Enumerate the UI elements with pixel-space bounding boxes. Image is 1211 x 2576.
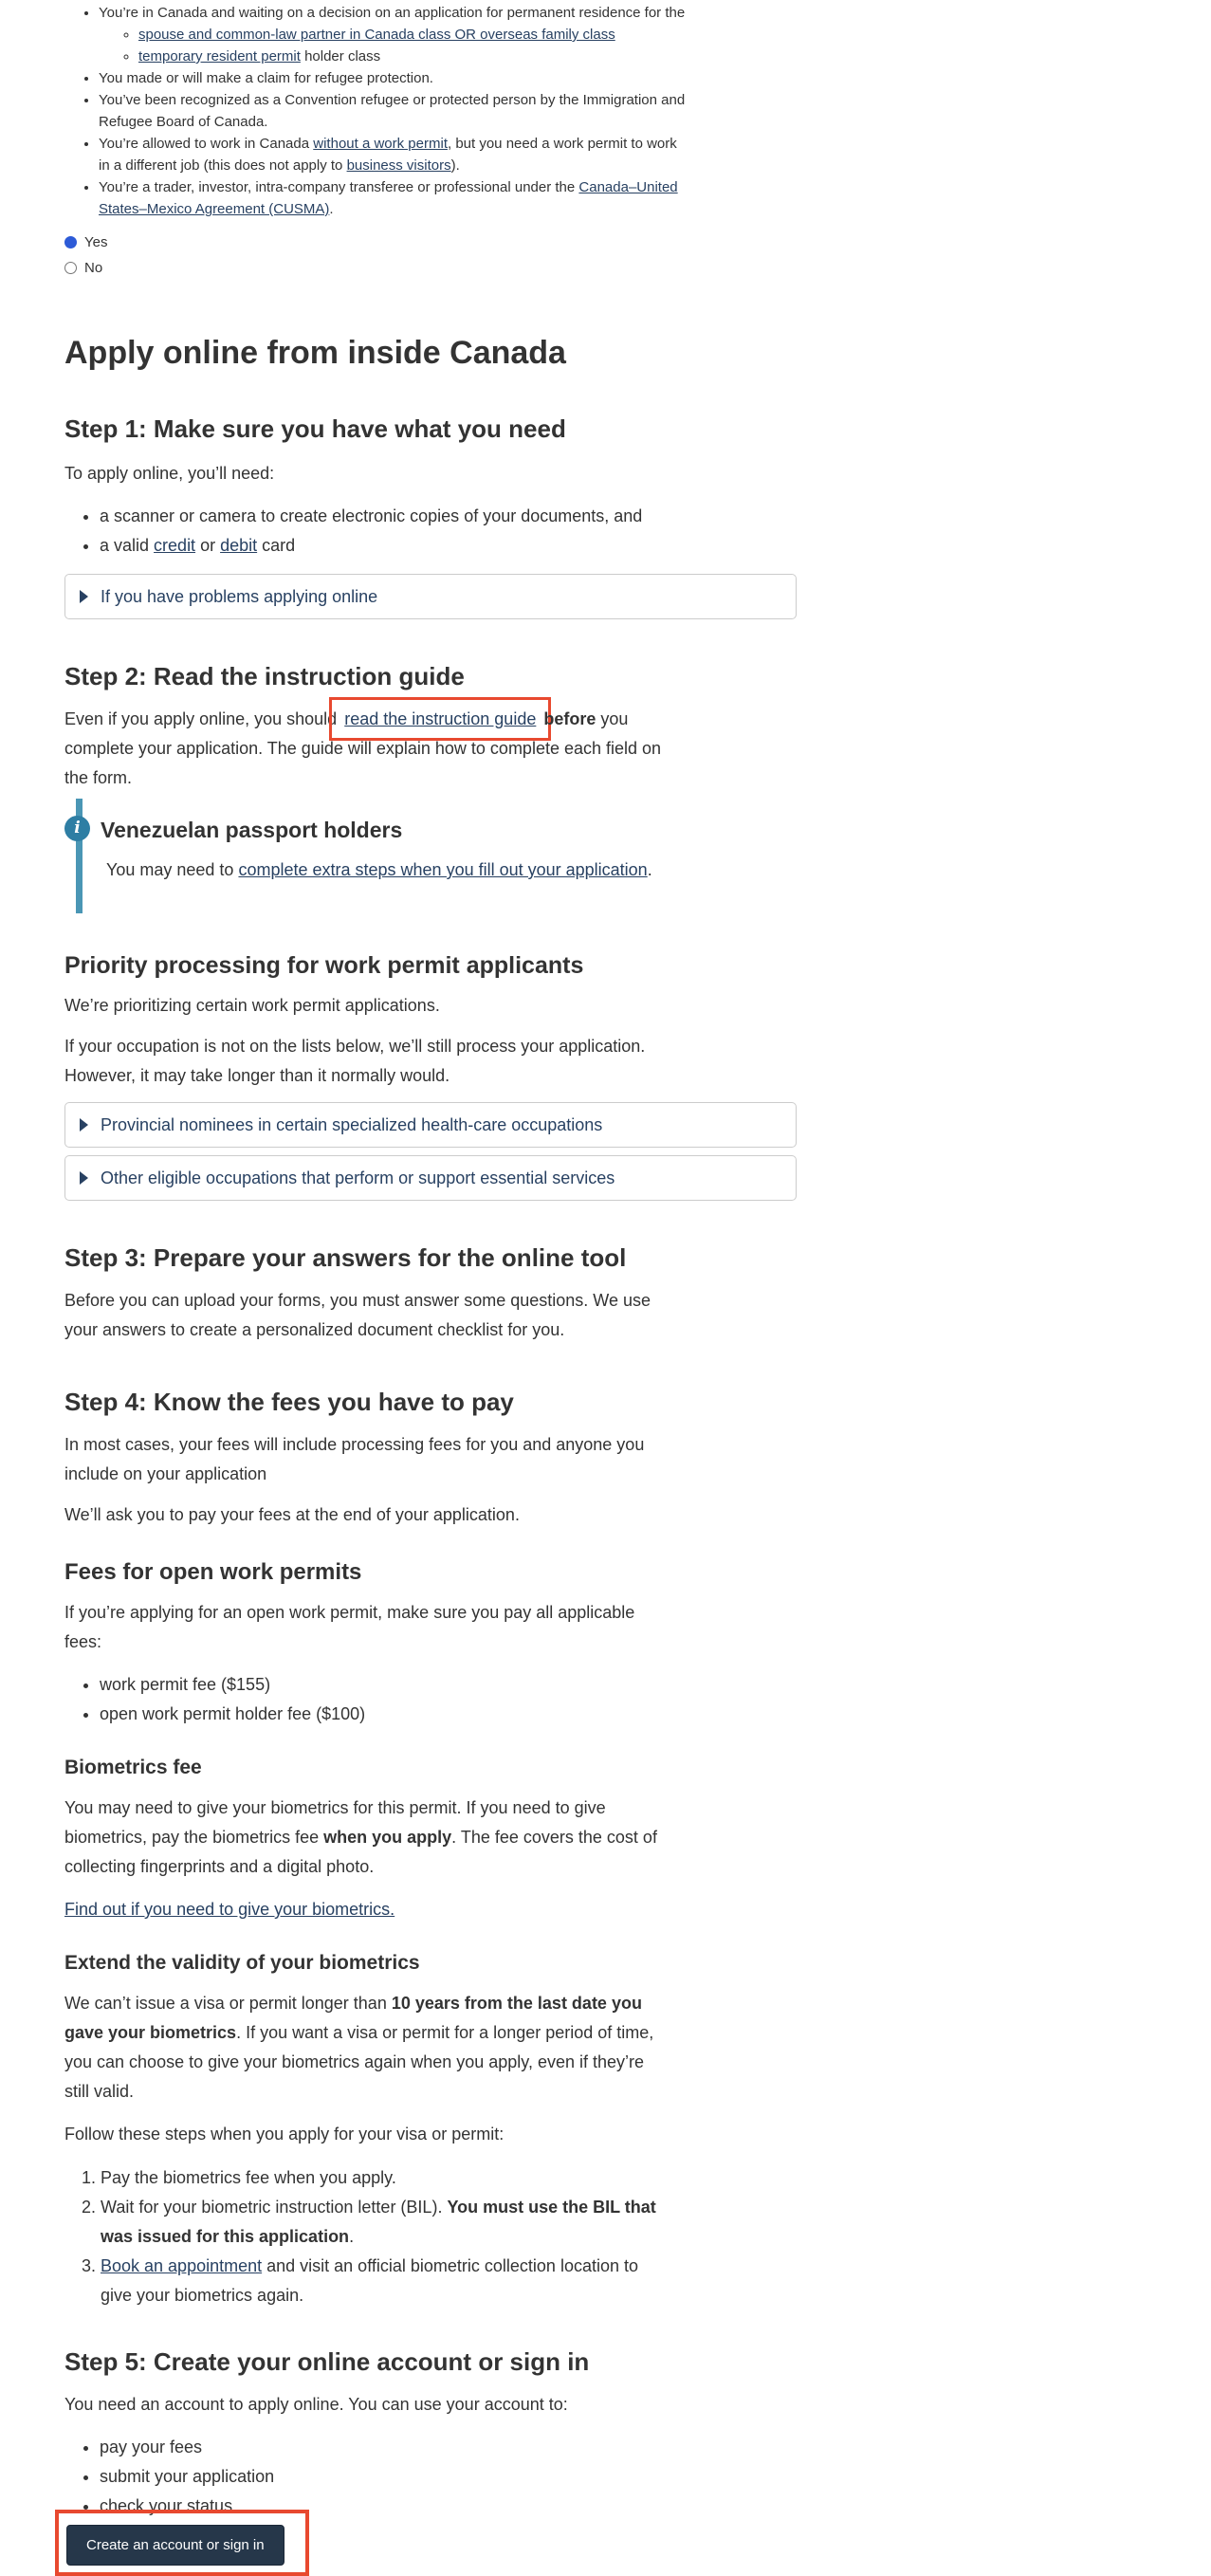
text-segment: a valid [100,536,155,555]
text-segment: work permit fee ($155) [100,1675,271,1694]
text-segment: However, it may take longer than it normally would. [64,1066,450,1085]
expander-label: Other eligible occupations that perform or support essential services [101,1168,615,1187]
expander-problems-applying[interactable] [64,574,797,619]
text-segment: You’re allowed to work in Canada [99,136,314,152]
biometrics-find-out-link[interactable]: Find out if you need to give your biometrics. [64,1900,395,1919]
step5-paragraph [64,2390,797,2420]
list-item-text [99,92,685,130]
list-item [99,2,797,67]
text-segment: , but you need a work permit to work [447,136,677,152]
chevron-right-icon [80,1171,88,1185]
list-item [100,2462,797,2492]
temporary-resident-permit-link[interactable]: temporary resident permit [138,48,301,64]
info-callout-heading: Venezuelan passport holders [101,818,403,842]
biometrics-paragraph [64,1794,797,1882]
main-content [64,0,797,2576]
text-segment: you [596,709,629,728]
expander-provincial-nominees[interactable] [64,1102,797,1148]
text-segment: and visit an official biometric collection location to [262,2256,638,2275]
list-item [100,531,797,561]
step5-list [64,2433,797,2521]
step2-paragraph [64,705,797,793]
text-segment: Before you can upload your forms, you must answer some questions. We use [64,1291,651,1310]
bold-text: before [543,709,596,728]
text-segment: still valid. [64,2082,135,2101]
text-segment: or [195,536,221,555]
text-segment: Refugee Board of Canada. [99,114,268,130]
annotation-box-button [55,2510,309,2576]
text-segment: a scanner or camera to create electronic copies of your documents, and [100,506,643,525]
step1-heading: Step 1: Make sure you have what you need [64,414,566,443]
list-item [101,2163,797,2193]
text-segment: collecting fingerprints and a digital photo. [64,1857,375,1876]
list-item [100,2433,797,2462]
bold-text: 10 years from the last date you [391,1994,642,2013]
list-item [100,1700,797,1729]
list-item [99,89,797,133]
step4-heading: Step 4: Know the fees you have to pay [64,1388,514,1416]
page-title: Apply online from inside Canada [64,335,566,371]
text-segment: You may need to [106,860,239,879]
list-item-text [101,2168,396,2187]
text-segment: submit your application [100,2467,275,2486]
text-segment: . [329,201,334,217]
list-item [99,133,797,176]
list-item-text [99,136,677,174]
business-visitors-link[interactable]: business visitors [346,157,451,174]
extend-paragraph-2 [64,2120,797,2149]
list-item-text [100,1675,270,1694]
text-segment: We’ll ask you to pay your fees at the end of your application. [64,1505,520,1524]
text-segment: If your occupation is not on the lists below, we’ll still process your application. [64,1037,646,1056]
list-item-text [100,536,295,555]
eligibility-list [64,2,797,220]
bold-text: was issued for this application [101,2227,350,2246]
chevron-right-icon [80,590,88,603]
text-segment: Pay the biometrics fee when you apply. [101,2168,396,2187]
text-segment: open work permit holder fee ($100) [100,1704,366,1723]
text-segment: You may need to give your biometrics for this permit. If you need to give [64,1798,606,1817]
text-segment: Even if you apply online, you should [64,709,342,728]
step4-paragraph-2 [64,1500,797,1530]
text-segment: You’ve been recognized as a Convention refugee or protected person by the Immigration and [99,92,686,108]
create-account-sign-in-button[interactable]: Create an account or sign in [66,2525,284,2566]
fees-heading: Fees for open work permits [64,1559,362,1585]
fees-list [64,1670,797,1729]
text-segment: your answers to create a personalized document checklist for you. [64,1320,565,1339]
text-segment: You’re a trader, investor, intra-company transferee or professional under the [99,179,579,195]
text-segment: pay your fees [100,2438,203,2456]
without-work-permit-link[interactable]: without a work permit [313,136,448,152]
bold-text: You must use the BIL that [447,2198,656,2217]
expander-label: Provincial nominees in certain specialized health-care occupations [101,1115,603,1134]
credit-card-link[interactable]: credit [154,536,196,555]
text-segment: ). [450,157,460,174]
text-segment: in a different job (this does not apply to [99,157,347,174]
cusma-link[interactable]: Canada–United [578,179,678,195]
expander-label: If you have problems applying online [101,587,378,606]
list-item-text [138,48,380,64]
text-segment: Follow these steps when you apply for your visa or permit: [64,2125,505,2144]
text-segment: fees: [64,1632,102,1651]
debit-card-link[interactable]: debit [220,536,258,555]
list-item [99,67,797,89]
text-segment: . The fee covers the cost of [451,1828,657,1847]
list-item-text [101,2198,656,2246]
text-segment: holder class [300,48,381,64]
text-segment: complete your application. The guide will explain how to complete each field on [64,739,662,758]
radio-option-yes[interactable] [64,230,797,255]
biometrics-heading: Biometrics fee [64,1757,202,1778]
extend-heading: Extend the validity of your biometrics [64,1952,420,1974]
list-item [101,2252,797,2310]
text-segment: We’re prioritizing certain work permit applications. [64,996,440,1015]
text-segment: include on your application [64,1464,267,1483]
text-segment: You made or will make a claim for refugee protection. [99,70,433,86]
step3-heading: Step 3: Prepare your answers for the online tool [64,1243,627,1272]
step2-heading: Step 2: Read the instruction guide [64,662,465,690]
spouse-common-law-class-link[interactable]: spouse and common-law partner in Canada class OR overseas family class [138,27,615,43]
radio-option-no[interactable] [64,255,797,281]
list-item-text [101,2256,638,2305]
eligibility-sublist [99,24,797,67]
bold-text: when you apply [323,1828,452,1847]
chevron-right-icon [80,1118,88,1132]
cusma-link-wrap[interactable]: States–Mexico Agreement (CUSMA) [99,201,330,217]
eligibility-radio-group [64,230,797,281]
text-segment: . [349,2227,355,2246]
expander-other-occupations[interactable] [64,1155,797,1201]
text-segment: Wait for your biometric instruction letter (BIL). [101,2198,448,2217]
biometrics-link-line [64,1895,797,1924]
list-item [100,502,797,531]
fees-paragraph [64,1598,797,1657]
list-item-text [99,179,678,217]
text-segment: We can’t issue a visa or permit longer than [64,1994,392,2013]
priority-paragraph-2 [64,1032,797,1091]
info-callout-text [106,856,797,885]
list-item [138,46,797,67]
list-item [99,176,797,220]
biometrics-steps-list [64,2163,797,2310]
list-item-text [100,506,642,525]
step5-heading: Step 5: Create your online account or sign in [64,2347,590,2376]
priority-paragraph-1 [64,991,797,1021]
list-item [101,2193,797,2252]
info-icon: i [64,816,90,841]
priority-heading: Priority processing for work permit applicants [64,952,584,979]
radio-selected-icon[interactable] [64,236,77,248]
text-segment: give your biometrics again. [101,2286,304,2305]
step3-paragraph [64,1286,797,1345]
radio-unselected-icon[interactable] [64,262,77,274]
read-instruction-guide-link[interactable]: read the instruction guide [329,697,551,741]
step1-list [64,502,797,561]
list-item-text [99,70,433,86]
step4-paragraph-1 [64,1430,797,1489]
text-segment: . If you want a visa or permit for a longer period of time, [236,2023,654,2042]
list-item-text [100,2438,202,2456]
text-segment: You’re in Canada and waiting on a decision on an application for permanent residence for the [99,5,686,21]
radio-label: No [84,260,103,276]
list-item-text [138,27,615,43]
sign-in-button-area [55,2510,797,2576]
list-item-text [100,2467,274,2486]
text-segment: check your status [100,2496,233,2515]
venezuela-extra-steps-link[interactable]: complete extra steps when you fill out your application [238,860,648,879]
text-segment: the form. [64,768,133,787]
extend-paragraph-1 [64,1989,797,2107]
list-item [100,1670,797,1700]
text-segment: You need an account to apply online. You can use your account to: [64,2395,568,2414]
text-segment: you can choose to give your biometrics again when you apply, even if they’re [64,2052,645,2071]
book-appointment-link[interactable]: Book an appointment [101,2256,263,2275]
radio-label: Yes [84,234,108,250]
step1-intro: To apply online, you’ll need: [64,464,275,483]
text-segment: In most cases, your fees will include processing fees for you and anyone you [64,1435,645,1454]
text-segment: If you’re applying for an open work permit, make sure you pay all applicable [64,1603,635,1622]
list-item-text [100,1704,365,1723]
text-segment: . [647,860,652,879]
list-item-text [99,5,685,21]
text-segment: card [257,536,296,555]
bold-text: gave your biometrics [64,2023,237,2042]
info-callout [64,818,797,885]
text-segment: biometrics, pay the biometrics fee [64,1828,324,1847]
list-item [138,24,797,46]
